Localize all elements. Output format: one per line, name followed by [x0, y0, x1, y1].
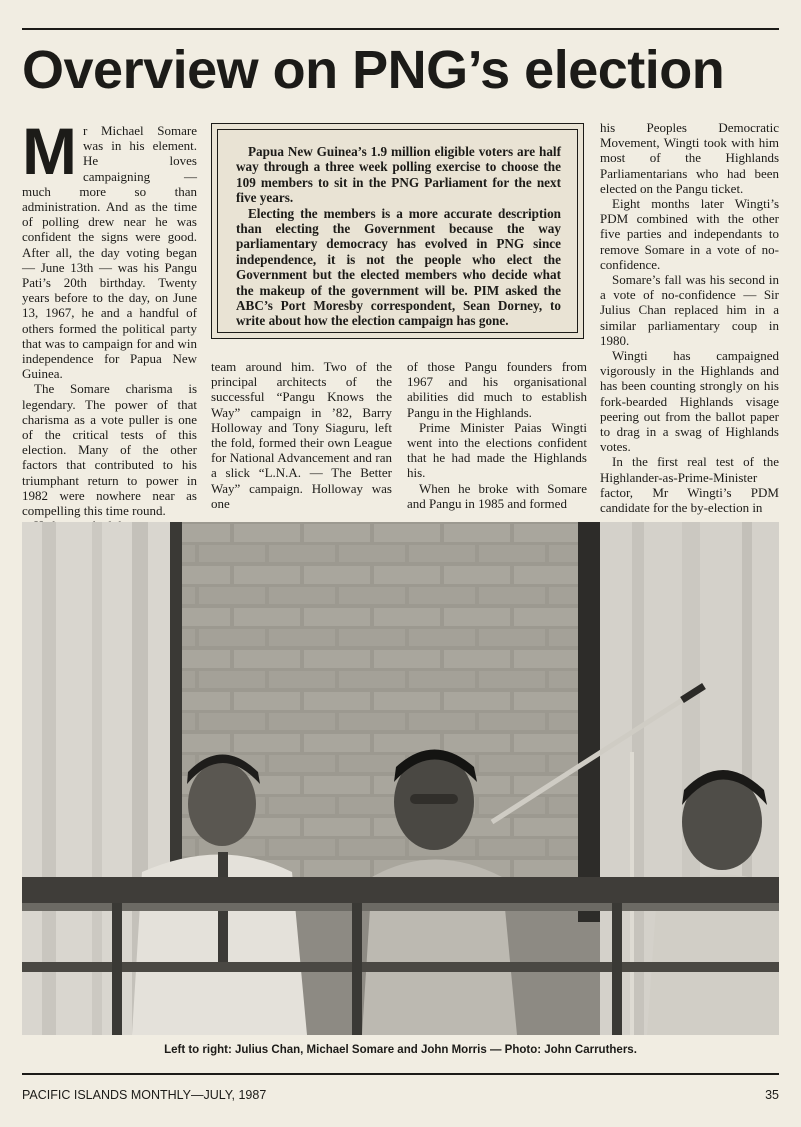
article-paragraph: Mr Michael Somare was in his element. He loves campaigning — much more so than administration. And as the time of polling drew near he was confident the signs were good. After all, the day voting began — June 13th — was his Pangu Pati’s 20th birthday. Twenty years before to the day, on June 13, 1967, he and a handful of others formed the political party that was to campaign for and win independence for Papua New Guinea. — [22, 114, 197, 382]
article-paragraph: team around him. Two of the principal architects of the successful “Pangu Knows the Way” campaign in ’82, Barry Holloway and Tony Siaguru, left the fold, formed their own League for National Advancement and ran a slick “L.N.A. — The Better Way” campaign. Holloway was one — [211, 359, 392, 511]
footer-publication: PACIFIC ISLANDS MONTHLY—JULY, 1987 — [22, 1088, 267, 1102]
headline: Overview on PNG’s election — [22, 40, 725, 100]
intro-box-inner — [217, 129, 578, 333]
photo-illustration — [22, 522, 779, 1035]
article-paragraph: In the first real test of the Highlander-as-Prime-Minister factor, Mr Wingti’s PDM candidate for the by-election in — [600, 454, 779, 516]
article-paragraph: Prime Minister Paias Wingti went into the elections confident that he had made the Highlands his. — [407, 419, 587, 481]
intro-box — [211, 123, 584, 339]
article-paragraph: When he broke with Somare and Pangu in 1985 and formed — [407, 480, 587, 511]
intro-paragraph: Papua New Guinea’s 1.9 million eligible voters are half way through a three week polling exercise to choose the 109 members to sit in the PNG Parliament for the next five years. — [236, 144, 561, 206]
article-paragraph: Somare’s fall was his second in a vote of no-confidence — Sir Julius Chan replaced him in a similar parliamentary coup in 1980. — [600, 272, 779, 348]
article-paragraph: The Somare charisma is legendary. The power of that charisma as a vote puller is one of the critical tests of this election. Many of the other factors that contributed to his triumphant return to power in 1982 were nowhere near as compelling this time round. — [22, 381, 197, 519]
article-paragraph: his Peoples Democratic Movement, Wingti took with him most of the Highlands Parliamentarians who had been elected on the Pangu ticket. — [600, 120, 779, 196]
top-rule — [22, 28, 779, 30]
photo-caption: Left to right: Julius Chan, Michael Somare and John Morris — Photo: John Carruthers. — [164, 1044, 637, 1056]
article-paragraph: Wingti has campaigned vigorously in the Highlands and has been counting strongly on his fork-bearded Highlands visage peering out from the ballot paper to drag in a swag of Highlands votes. — [600, 348, 779, 455]
photo — [22, 522, 779, 1035]
article-column-4 — [600, 120, 779, 516]
article-paragraph: of those Pangu founders from 1967 and his organisational abilities did much to establish Pangu in the Highlands. — [407, 359, 587, 420]
article-column-3 — [407, 359, 587, 511]
drop-cap: M — [22, 114, 77, 188]
intro-paragraph: Electing the members is a more accurate description than electing the Government because the way parliamentary democracy has evolved in PNG since independence, it is not the people who elect the Government but the elected members who decide what the makeup of the government will be. PIM asked the ABC’s Port Moresby correspondent, Sean Dorney, to write about how the election campaign has gone. — [236, 205, 561, 329]
article-column-1 — [22, 114, 197, 519]
bottom-rule — [22, 1073, 779, 1075]
article-column-2 — [211, 359, 392, 511]
article-paragraph: Eight months later Wingti’s PDM combined with the other five parties and independants to remove Somare in a vote of no-confidence. — [600, 196, 779, 272]
page-number: 35 — [765, 1088, 779, 1102]
